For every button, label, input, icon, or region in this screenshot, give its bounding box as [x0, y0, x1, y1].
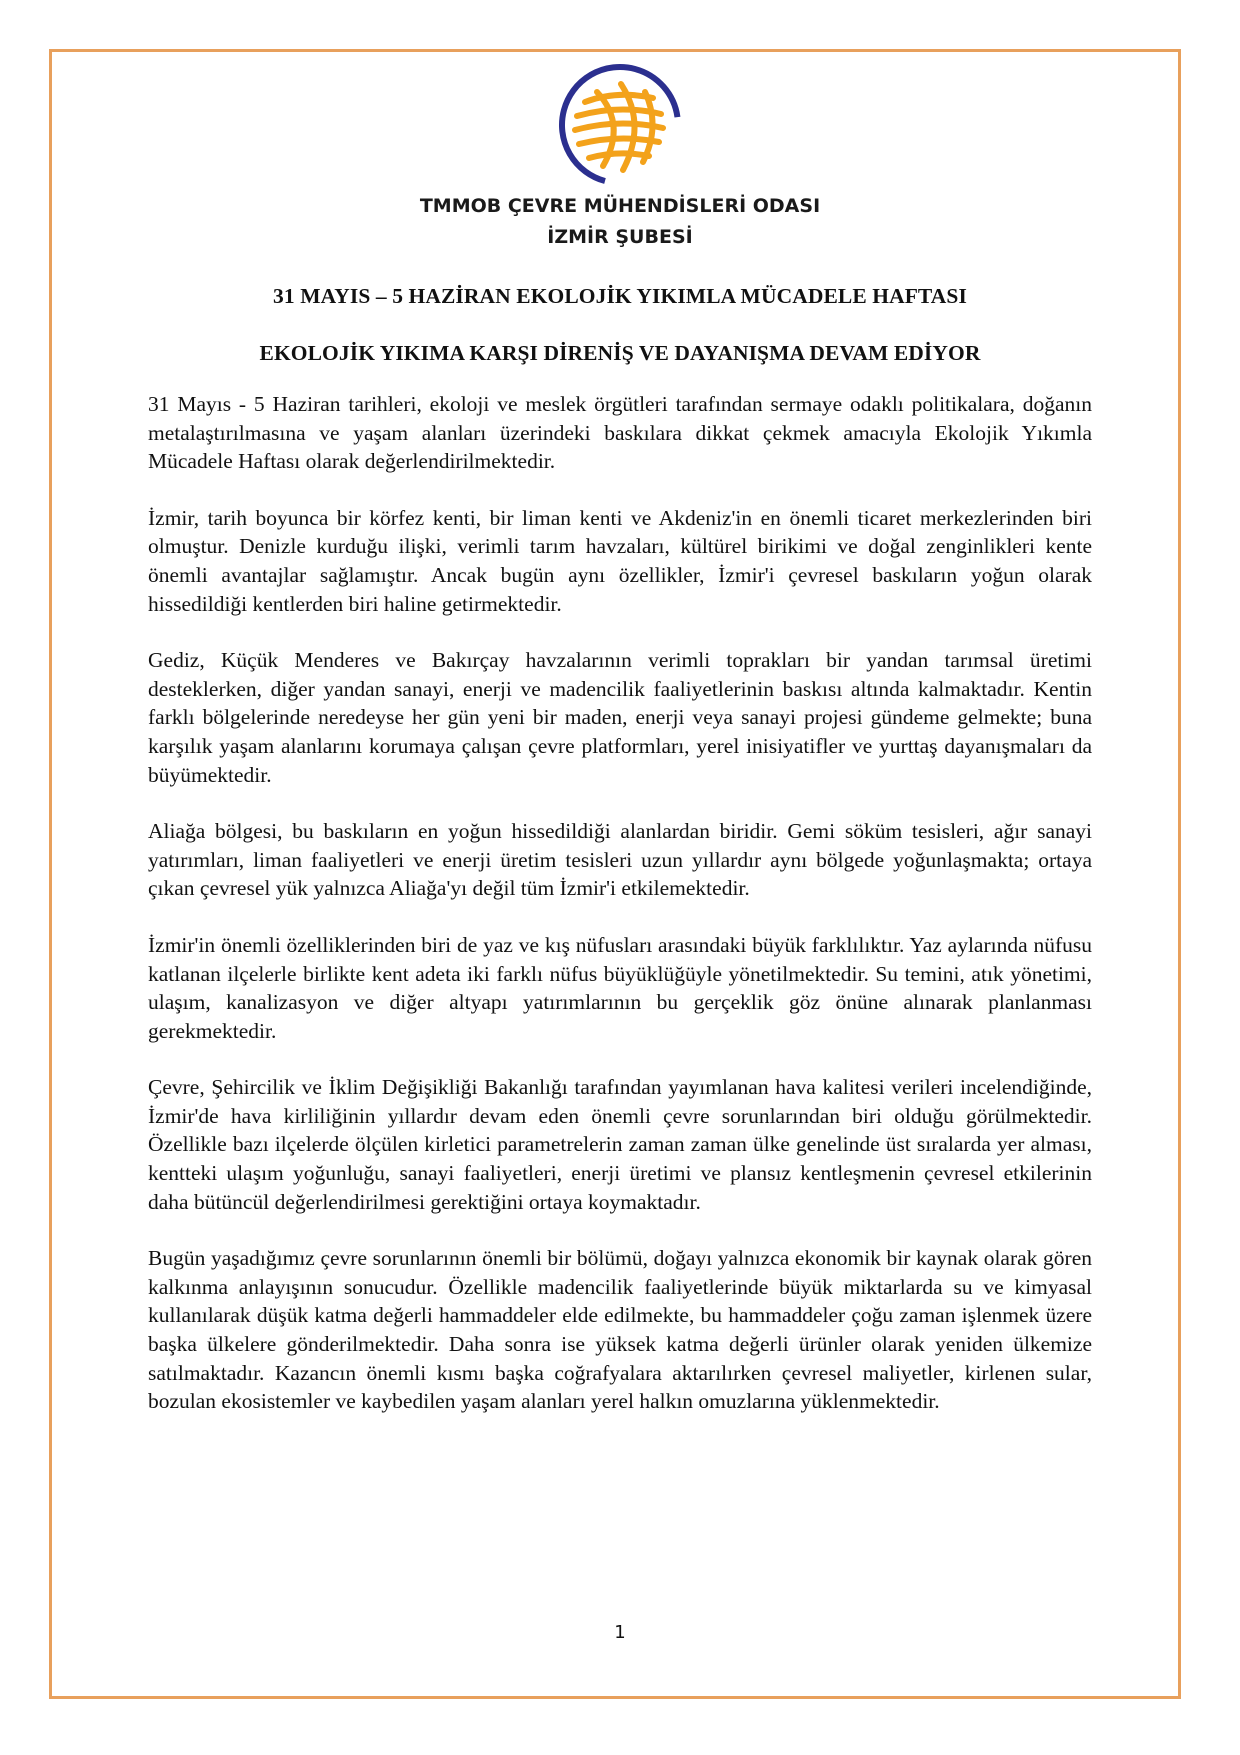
document-body: [148, 390, 1092, 1444]
document-title: 31 MAYIS – 5 HAZİRAN EKOLOJİK YIKIMLA MÜCADELE HAFTASI: [273, 284, 967, 308]
paragraph: İzmir'in önemli özelliklerinden biri de yaz ve kış nüfusları arasındaki büyük farklılıktır. Yaz aylarında nüfusu katlanan ilçelerle birlikte kent adeta iki farklı nüfus büyüklüğüyle yönetilmektedir. Su temini, atık yönetimi, ulaşım, kanalizasyon ve diğer altyapı yatırımlarının bu gerçeklik göz önüne alınarak planlanması gerekmektedir.: [148, 932, 1092, 1043]
paragraph: Çevre, Şehircilik ve İklim Değişikliği Bakanlığı tarafından yayımlanan hava kalitesi verileri incelendiğinde, İzmir'de hava kirliliğinin yıllardır devam eden önemli çevre sorunlarından biri olduğu görülmektedir. Özellikle bazı ilçelerde ölçülen kirletici parametrelerin zaman zaman ülke genelinde üst sıralarda yer alması, kentteki ulaşım yoğunluğu, sanayi faaliyetleri, enerji üretimi ve plansız kentleşmenin çevresel etkilerinin daha bütüncül değerlendirilmesi gerektiğini ortaya koymaktadır.: [148, 1075, 1092, 1214]
paragraph: Aliağa bölgesi, bu baskıların en yoğun hissedildiği alanlardan biridir. Gemi söküm tesisleri, ağır sanayi yatırımları, liman faaliyetleri ve enerji üretim tesisleri uzun yıllardır aynı bölgede yoğunlaşmakta; ortaya çıkan çevresel yük yalnızca Aliağa'yı değil tüm İzmir'i etkilemektedir.: [148, 819, 1092, 901]
organization-name: TMMOB ÇEVRE MÜHENDİSLERİ ODASI: [419, 195, 821, 217]
paragraph: İzmir, tarih boyunca bir körfez kenti, bir liman kenti ve Akdeniz'in en önemli ticaret merkezlerinden biri olmuştur. Denizle kurduğu ilişki, verimli tarım havzaları, kültürel birikimi ve doğal zenginlikleri kente önemli avantajlar sağlamıştır. Ancak bugün aynı özellikler, İzmir'i çevresel baskıların yoğun olarak hissedildiği kentlerden biri haline getirmektedir.: [148, 505, 1092, 616]
page-number: 1: [614, 1622, 626, 1643]
paragraph: Gediz, Küçük Menderes ve Bakırçay havzalarının verimli toprakları bir yandan tarımsal üretimi desteklerken, diğer yandan sanayi, enerji ve madencilik faaliyetlerinin baskısı altında kalmaktadır. Kentin farklı bölgelerinde neredeyse her gün yeni bir maden, enerji veya sanayi projesi gündeme gelmekte; buna karşılık yaşam alanlarını korumaya çalışan çevre platformları, yerel inisiyatifler ve yurttaş dayanışmaları da büyümektedir.: [148, 648, 1092, 787]
organization-branch: İZMİR ŞUBESİ: [547, 226, 693, 248]
document-subtitle: EKOLOJİK YIKIMA KARŞI DİRENİŞ VE DAYANIŞMA DEVAM EDİYOR: [259, 341, 981, 365]
paragraph: 31 Mayıs - 5 Haziran tarihleri, ekoloji ve meslek örgütleri tarafından sermaye odaklı politikalara, doğanın metalaştırılmasına ve yaşam alanları üzerindeki baskılara dikkat çekmek amacıyla Ekolojik Yıkımla Mücadele Haftası olarak değerlendirilmektedir.: [148, 392, 1092, 474]
paragraph: Bugün yaşadığımız çevre sorunlarının önemli bir bölümü, doğayı yalnızca ekonomik bir kaynak olarak gören kalkınma anlayışının sonucudur. Özellikle madencilik faaliyetlerinde büyük miktarlarda su ve kimyasal kullanılarak düşük katma değerli hammaddeler elde edilmekte, bu hammaddeler çoğu zaman işlenmek üzere başka ülkelere gönderilmektedir. Daha sonra ise yüksek katma değerli ürünler olarak yeniden ülkemize satılmaktadır. Kazancın önemli kısmı başka coğrafyalara aktarılırken çevresel maliyetler, kirlenen sular, bozulan ekosistemler ve kaybedilen yaşam alanları yerel halkın omuzlarına yüklenmektedir.: [148, 1246, 1092, 1414]
chamber-logo: [557, 62, 683, 188]
